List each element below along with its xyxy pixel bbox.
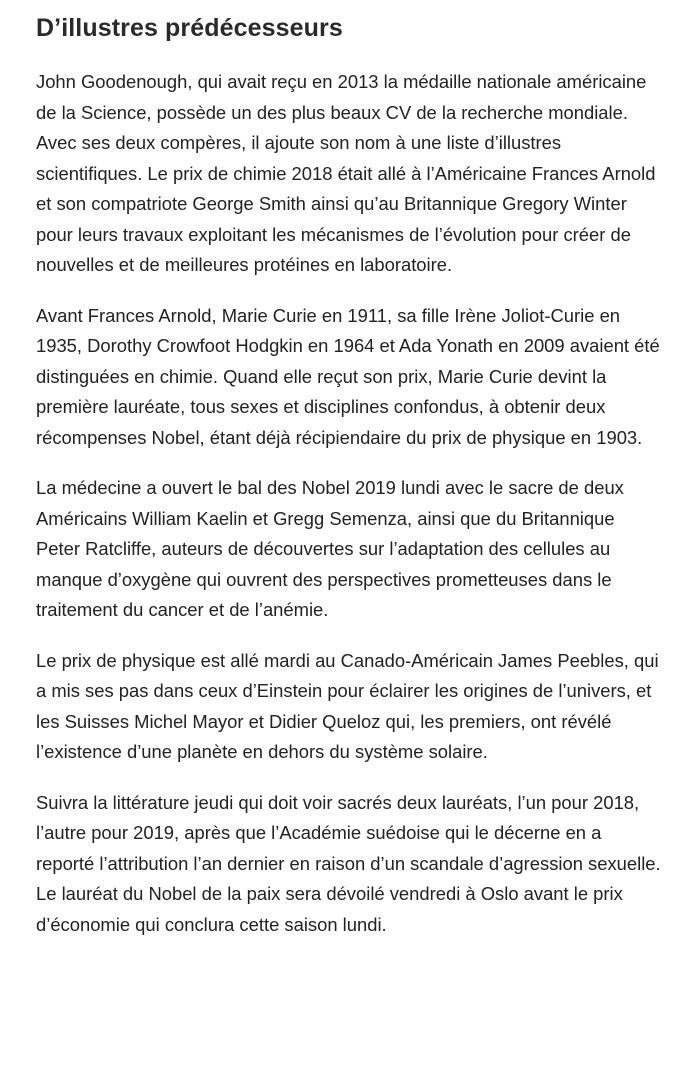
paragraph-goodenough: John Goodenough, qui avait reçu en 2013 la médaille nationale américaine de la Science, possède un des plus beaux CV de la recherche mondiale. Avec ses deux compères, il ajoute son nom à une liste d’illustres scientifiques. Le prix de chimie 2018 était allé à l’Américaine Frances Arnold et son compatriote George Smith ainsi qu’au Britannique Gregory Winter pour leurs travaux exploitant les mécanismes de l’évolution pour créer de nouvelles et de meilleures protéines en laboratoire. bbox=[36, 71, 656, 275]
section-heading: D’illustres prédécesseurs bbox=[36, 14, 343, 42]
paragraph-physics: Le prix de physique est allé mardi au Canado-Américain James Peebles, qui a mis ses pas dans ceux d’Einstein pour éclairer les origines de l’univers, et les Suisses Michel Mayor et Didier Queloz qui, les premiers, ont révélé l’existence d’une planète en dehors du système solaire. bbox=[36, 649, 659, 762]
paragraph-medicine: La médecine a ouvert le bal des Nobel 2019 lundi avec le sacre de deux Américains William Kaelin et Gregg Semenza, ainsi que du Britannique Peter Ratcliffe, auteurs de découvertes sur l’adaptation des cellules au manque d’oxygène qui ouvrent des perspectives prometteuses dans le traitement du cancer et de l’anémie. bbox=[36, 477, 624, 620]
paragraph-literature: Suivra la littérature jeudi qui doit voir sacrés deux lauréats, l’un pour 2018, l’autre pour 2019, après que l’Académie suédoise qui le décerne en a reporté l’attribution l’an dernier en raison d’un scandale d’agression sexuelle. Le lauréat du Nobel de la paix sera dévoilé vendredi à Oslo avant le prix d’économie qui conclura cette saison lundi. bbox=[36, 791, 661, 935]
paragraph-women-chemistry: Avant Frances Arnold, Marie Curie en 1911, sa fille Irène Joliot-Curie en 1935, Dorothy Crowfoot Hodgkin en 1964 et Ada Yonath en 2009 avaient été distinguées en chimie. Quand elle reçut son prix, Marie Curie devint la première lauréate, tous sexes et disciplines confondus, à obtenir deux récompenses Nobel, étant déjà récipiendaire du prix de physique en 1903. bbox=[36, 304, 660, 448]
